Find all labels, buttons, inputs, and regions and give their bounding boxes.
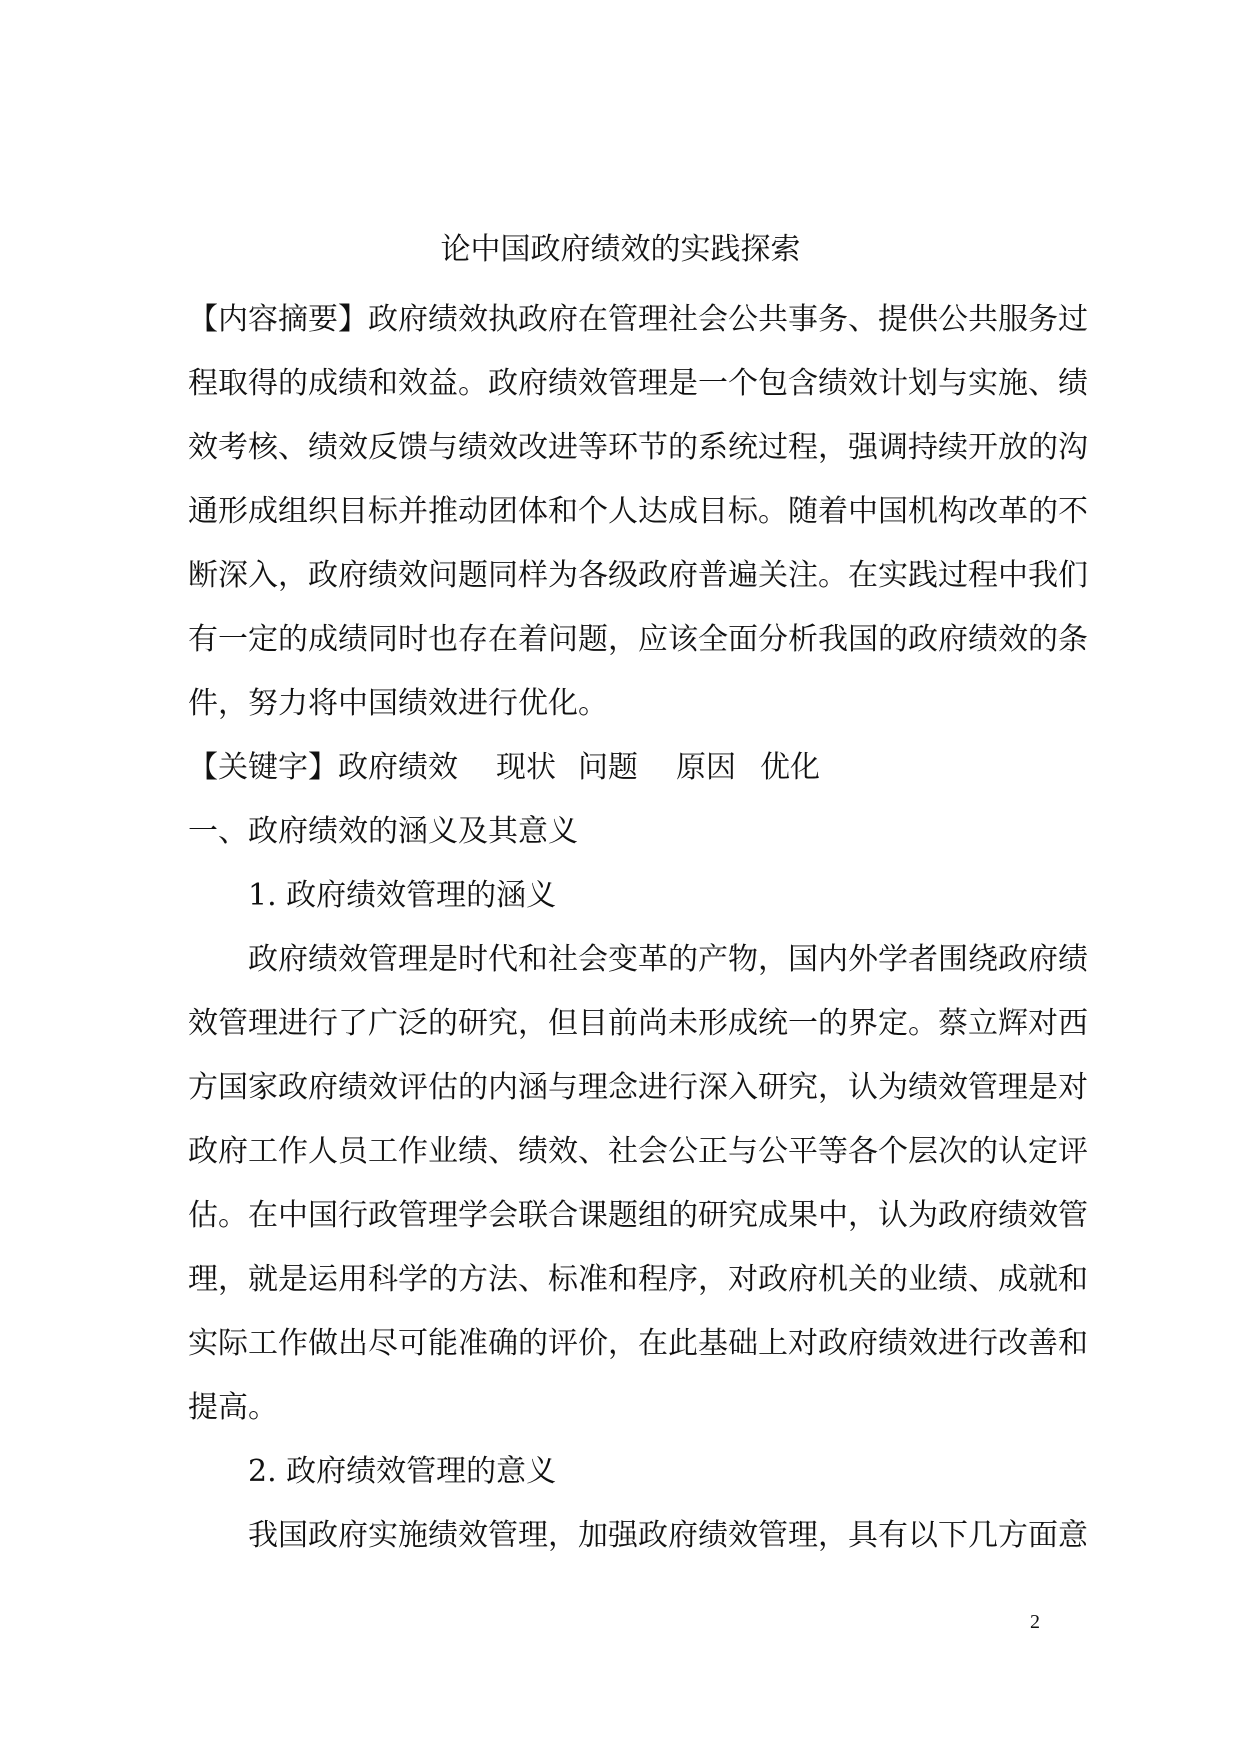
paragraph-line: 政府绩效管理是时代和社会变革的产物，国内外学者围绕政府绩 xyxy=(248,942,1088,977)
keyword: 现状 xyxy=(496,750,556,785)
paragraph-line: 我国政府实施绩效管理，加强政府绩效管理，具有以下几方面意 xyxy=(248,1518,1088,1553)
abstract-line: 效考核、绩效反馈与绩效改进等环节的系统过程，强调持续开放的沟 xyxy=(188,430,1088,465)
subsection-heading: 1. 政府绩效管理的涵义 xyxy=(248,878,557,913)
keyword: 政府绩效 xyxy=(338,750,458,785)
subsection-heading: 2. 政府绩效管理的意义 xyxy=(248,1454,557,1489)
document-body xyxy=(188,288,1088,1568)
abstract-line: 断深入，政府绩效问题同样为各级政府普遍关注。在实践过程中我们 xyxy=(188,558,1088,593)
keyword: 原因 xyxy=(676,750,736,785)
page-number: 2 xyxy=(1030,1611,1040,1633)
abstract-line: 通形成组织目标并推动团体和个人达成目标。随着中国机构改革的不 xyxy=(188,494,1088,529)
paragraph-line: 理，就是运用科学的方法、标准和程序，对政府机关的业绩、成就和 xyxy=(188,1262,1088,1297)
document-title: 论中国政府绩效的实践探索 xyxy=(440,232,801,267)
keyword: 问题 xyxy=(578,750,638,785)
paragraph-line: 方国家政府绩效评估的内涵与理念进行深入研究，认为绩效管理是对 xyxy=(188,1070,1088,1105)
abstract-line: 程取得的成绩和效益。政府绩效管理是一个包含绩效计划与实施、绩 xyxy=(188,366,1088,401)
abstract-line: 有一定的成绩同时也存在着问题，应该全面分析我国的政府绩效的条 xyxy=(188,622,1088,657)
paragraph-line: 效管理进行了广泛的研究，但目前尚未形成统一的界定。蔡立辉对西 xyxy=(188,1006,1088,1041)
section-heading: 一、政府绩效的涵义及其意义 xyxy=(188,814,578,849)
abstract-line: 【内容摘要】政府绩效执政府在管理社会公共事务、提供公共服务过 xyxy=(188,302,1088,337)
paragraph-line: 实际工作做出尽可能准确的评价，在此基础上对政府绩效进行改善和 xyxy=(188,1326,1088,1361)
paragraph-line: 估。在中国行政管理学会联合课题组的研究成果中，认为政府绩效管 xyxy=(188,1198,1088,1233)
keywords-label: 【关键字】 xyxy=(188,750,338,785)
keyword: 优化 xyxy=(760,750,820,785)
abstract-line: 件，努力将中国绩效进行优化。 xyxy=(188,686,608,721)
paragraph-line: 提高。 xyxy=(188,1390,278,1425)
paragraph-line: 政府工作人员工作业绩、绩效、社会公正与公平等各个层次的认定评 xyxy=(188,1134,1088,1169)
keywords-line xyxy=(188,736,1058,800)
